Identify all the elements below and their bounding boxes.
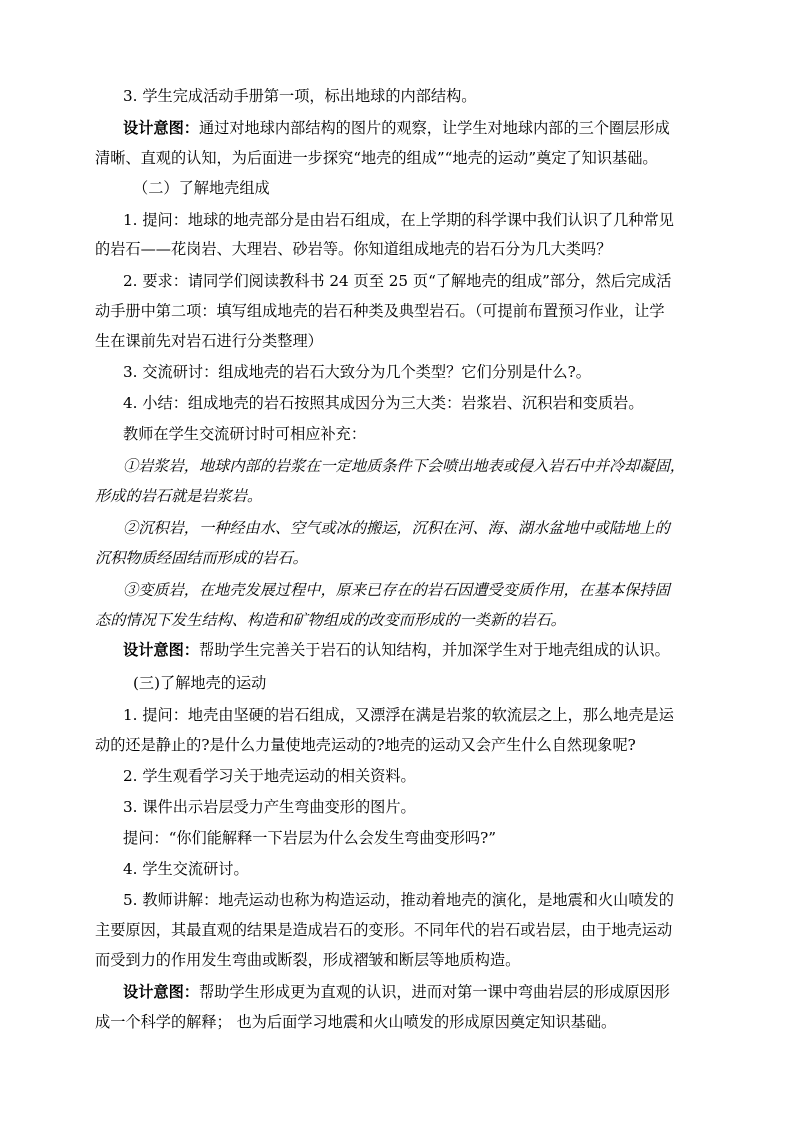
paragraph-request-2: 2. 要求：请同学们阅读教科书 24 页至 25 页“了解地壳的组成”部分，然后完成活 xyxy=(123,272,672,290)
paragraph-activity-3: 3. 学生完成活动手册第一项，标出地球的内部结构。 xyxy=(123,87,477,105)
rock-sedimentary-line2: 沉积物质经固结而形成的岩石。 xyxy=(95,549,308,567)
paragraph-question-ask: 提问：“你们能解释一下岩层为什么会发生弯曲变形吗?” xyxy=(123,829,496,847)
paragraph-request-2-line3: 生在课前先对岩石进行分类整理） xyxy=(95,332,323,350)
rock-igneous-line2: 形成的岩石就是岩浆岩。 xyxy=(95,487,263,505)
design-intent-label: 设计意图： xyxy=(123,119,199,137)
design-intent-1 xyxy=(123,118,670,138)
design-intent-3 xyxy=(123,982,670,1002)
paragraph-request-2-line2: 动手册中第二项：填写组成地壳的岩石种类及典型岩石。（可提前布置预习作业，让学 xyxy=(95,302,665,320)
rock-metamorphic-line2: 态的情况下发生结构、构造和矿物组成的改变而形成的一类新的岩石。 xyxy=(95,611,566,629)
rock-igneous: ①岩浆岩，地球内部的岩浆在一定地质条件下会喷出地表或侵入岩石中并冷却凝固， xyxy=(123,457,685,475)
paragraph-teacher-explain-5-line2: 主要原因，其最直观的结果是造成岩石的变形。不同年代的岩石或岩层，由于地壳运动 xyxy=(95,921,673,939)
paragraph-teacher-explain-5: 5. 教师讲解：地壳运动也称为构造运动，推动着地壳的演化，是地震和火山喷发的 xyxy=(123,891,674,909)
paragraph-teacher-note: 教师在学生交流研讨时可相应补充： xyxy=(123,425,366,443)
rock-sedimentary: ②沉积岩，一种经由水、空气或冰的搬运，沉积在河、海、湖水盆地中或陆地上的 xyxy=(123,519,670,537)
section-heading-2: （二）了解地壳组成 xyxy=(133,179,270,197)
section-heading-3: (三)了解地壳的运动 xyxy=(133,674,267,692)
paragraph-discussion-3: 3. 交流研讨：组成地壳的岩石大致分为几个类型？它们分别是什么?。 xyxy=(123,363,591,381)
design-intent-text: 帮助学生形成更为直观的认识，进而对第一课中弯曲岩层的形成原因形 xyxy=(198,983,670,1001)
design-intent-label: 设计意图： xyxy=(123,983,199,1001)
design-intent-3-line2: 成一个科学的解释； 也为后面学习地震和火山喷发的形成原因奠定知识基础。 xyxy=(95,1013,617,1031)
design-intent-1-line2: 清晰、直观的认知，为后面进一步探究“地壳的组成”“地壳的运动”奠定了知识基础。 xyxy=(95,149,658,167)
design-intent-label: 设计意图： xyxy=(123,641,199,659)
paragraph-question-1: 1. 提问：地球的地壳部分是由岩石组成，在上学期的科学课中我们认识了几种常见 xyxy=(123,211,674,229)
paragraph-discuss-4: 4. 学生交流研讨。 xyxy=(123,860,249,878)
paragraph-question-1-line2: 的岩石——花岗岩、大理岩、砂岩等。你知道组成地壳的岩石分为几大类吗？ xyxy=(95,240,612,258)
paragraph-watch-2: 2. 学生观看学习关于地壳运动的相关资料。 xyxy=(123,767,416,785)
design-intent-text: 帮助学生完善关于岩石的认知结构，并加深学生对于地壳组成的认识。 xyxy=(198,641,670,659)
paragraph-crust-question-1: 1. 提问：地壳由坚硬的岩石组成，又漂浮在满是岩浆的软流层之上，那么地壳是运 xyxy=(123,706,674,724)
rock-metamorphic: ③变质岩，在地壳发展过程中，原来已存在的岩石因遭受变质作用，在基本保持固 xyxy=(123,581,670,599)
design-intent-text: 通过对地球内部结构的图片的观察，让学生对地球内部的三个圈层形成 xyxy=(198,119,670,137)
paragraph-slides-3: 3. 课件出示岩层受力产生弯曲变形的图片。 xyxy=(123,798,416,816)
design-intent-2 xyxy=(123,640,670,660)
paragraph-summary-4: 4. 小结：组成地壳的岩石按照其成因分为三大类：岩浆岩、沉积岩和变质岩。 xyxy=(123,394,644,412)
paragraph-teacher-explain-5-line3: 而受到力的作用发生弯曲或断裂，形成褶皱和断层等地质构造。 xyxy=(95,951,521,969)
paragraph-crust-question-1-line2: 动的还是静止的?是什么力量使地壳运动的?地壳的运动又会产生什么自然现象呢? xyxy=(95,736,636,754)
